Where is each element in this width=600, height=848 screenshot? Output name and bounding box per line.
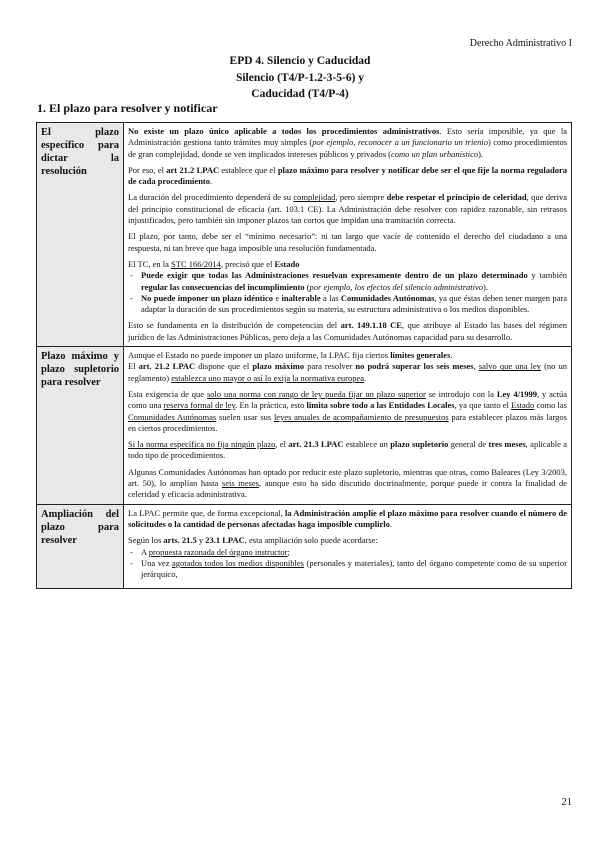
paragraph: El TC, en la STC 166/2014, precisó que el Estado <box>128 258 300 269</box>
running-header: Derecho Administrativo I <box>469 38 572 49</box>
row-label: Ampliación del plazo para resolver <box>37 504 124 589</box>
table-row <box>37 347 572 505</box>
content-table <box>36 122 572 589</box>
row-content <box>124 504 572 589</box>
paragraph: Algunas Comunidades Autónomas han optado por reducir este plazo supletorio, mientras que otras, como Baleares (Ley 3/2003, art. 50), lo amplían hasta seis meses, aunque esto ha sido discutido doctrinalmente, porque puede ir contra la finalidad de celeridad y eficacia administrativa. <box>128 466 567 500</box>
row-content <box>124 123 572 347</box>
paragraph: Esta exigencia de que solo una norma con rango de ley pueda fijar un plazo superior se introdujo con la Ley 4/1999, y actúa como una reserva formal de ley. En la práctica, esto limita sobre todo a las Entidades Locales, ya que tanto el Estado como las Comunidades Autónomas suelen usar sus leyes anuales de acompañamiento de presupuestos para establecer plazos más largos en ciertos procedimientos. <box>128 388 568 433</box>
row-label: Plazo máximo y plazo supletorio para resolver <box>37 347 124 505</box>
paragraph: Aunque el Estado no puede imponer un plazo uniforme, la LPAC fija ciertos límites generales. <box>128 350 453 361</box>
row-content <box>124 347 572 505</box>
section-heading: 1. El plazo para resolver y notificar <box>37 101 218 115</box>
document-title <box>0 53 600 103</box>
list-item: - A propuesta razonada del órgano instructor; <box>128 547 567 558</box>
table-row <box>37 504 572 589</box>
paragraph: Según los arts. 21.5 y 23.1 LPAC, esta ampliación solo puede acordarse: <box>128 535 378 546</box>
paragraph: Esto se fundamenta en la distribución de competencias del art. 149.1.18 CE, que atribuye al Estado las bases del régimen jurídico de las Administraciones Públicas, pero deja a las Comunidades Autónomas capacidad para su desarrollo. <box>128 320 567 342</box>
paragraph: Si la norma específica no fija ningún plazo, el art. 21.3 LPAC establece un plazo supletorio general de tres meses, aplicable a todo tipo de procedimientos. <box>128 439 567 461</box>
paragraph: El art. 21.2 LPAC dispone que el plazo máximo para resolver no podrá superar los seis meses, salvo que una ley (no un reglamento) establezca uno mayor o así lo exija la normativa europea. <box>128 361 567 383</box>
title-line: Silencio (T4/P-1.2-3-5-6) y <box>235 71 365 84</box>
paragraph: La LPAC permite que, de forma excepcional, la Administración amplíe el plazo máximo para resolver cuando el número de solicitudes o la cantidad de personas afectadas haga imposible cumplirlo. <box>128 507 567 529</box>
bullet-list <box>128 270 567 315</box>
paragraph: No existe un plazo único aplicable a todos los procedimientos administrativos. Esto sería imposible, ya que la Administración gestiona tanto trámites muy simples (por ejemplo, reconocer a un funcionario un trienio) como procedimientos de gran complejidad, donde se ven implicados intereses públicos y privados (como un plan urbanístico). <box>128 126 568 159</box>
list-item: - Puede exigir que todas las Administraciones resuelvan expresamente dentro de un plazo determinado y también regular las consecuencias del incumplimiento (por ejemplo, los efectos del silencio administrativo). <box>128 270 567 293</box>
row-label: El plazo específico para dictar la resolución <box>37 123 124 347</box>
title-line: EPD 4. Silencio y Caducidad <box>229 55 371 67</box>
list-item: - No puede imponer un plazo idéntico e inalterable a las Comunidades Autónomas, ya que éstas deben tener margen para adaptar la duración de sus procedimientos según su materia, su estructura administrativa o los medios disponibles. <box>128 293 567 316</box>
bullet-list <box>128 547 567 581</box>
list-item: - Una vez agotados todos los medios disponibles (personales y materiales), tanto del órgano competente como de su superior jerárquico, <box>128 558 567 581</box>
page-number: 21 <box>561 797 572 808</box>
title-line: Caducidad (T4/P-4) <box>251 88 349 100</box>
table-row <box>37 123 572 347</box>
paragraph: La duración del procedimiento dependerá de su complejidad, pero siempre debe respetar el principio de celeridad, que deriva del principio constitucional de eficacia (art. 103.1 CE). La Administración debe resolver con rapidez razonable, sin retrasos injustificados, pero también sin imponer plazos tan cortos que impidan una tramitación correcta. <box>128 192 567 226</box>
paragraph: Por eso, el art 21.2 LPAC establece que el plazo máximo para resolver y notificar debe ser el que fije la norma reguladora de cada procedimiento. <box>128 164 567 187</box>
paragraph: El plazo, por tanto, debe ser el “mínimo necesario”: ni tan largo que vacíe de contenido el derecho del ciudadano a una respuesta, ni tan breve que haga imposible una resolución fundamentada. <box>128 231 567 253</box>
